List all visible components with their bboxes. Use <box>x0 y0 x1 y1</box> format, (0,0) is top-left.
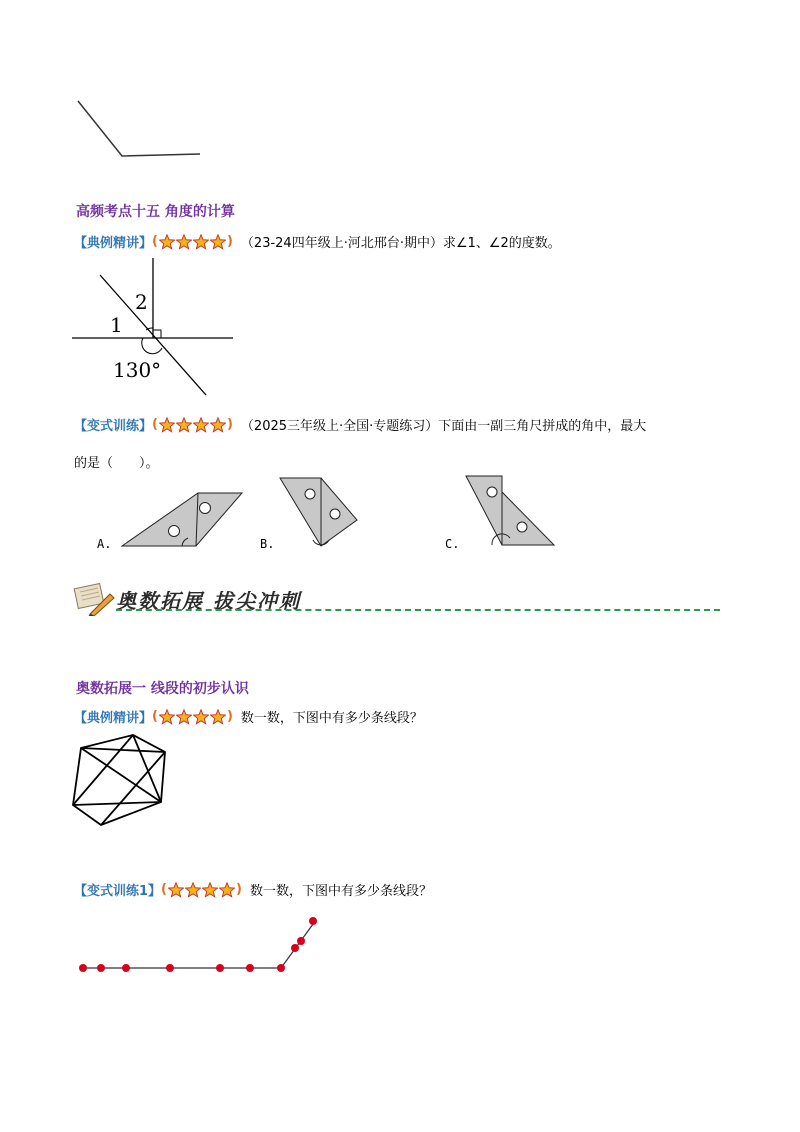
star-icon <box>210 709 226 725</box>
star-icon <box>219 882 235 898</box>
practice-tag: 【变式训练】 <box>74 419 153 434</box>
star-icon <box>193 417 209 433</box>
star-icon <box>193 234 209 250</box>
question-text: （23-24四年级上·河北邢台·期中）求∠1、∠2的度数。 <box>240 236 561 251</box>
star-icon <box>159 709 175 725</box>
section-heading-line-segments: 奥数拓展一 线段的初步认识 <box>76 681 249 697</box>
point-dot <box>297 937 305 945</box>
point-dot <box>246 964 254 972</box>
point-dot <box>79 964 87 972</box>
practice-question-line <box>74 415 646 434</box>
star-icon <box>210 234 226 250</box>
star-icon <box>176 234 192 250</box>
star-icon <box>159 417 175 433</box>
question-text-line2: 的是（ ）。 <box>74 456 159 471</box>
paren-close: ) <box>226 234 233 249</box>
angle-figure-top <box>70 95 210 165</box>
example-question-line <box>74 232 561 251</box>
star-icon <box>168 882 184 898</box>
example-tag: 【典例精讲】 <box>74 236 153 251</box>
point-dot <box>309 917 317 925</box>
paren-open: ( <box>152 709 158 724</box>
difficulty-stars <box>168 882 235 898</box>
paren-open: ( <box>152 234 158 249</box>
question-text: 数一数，下图中有多少条线段？ <box>249 884 432 899</box>
point-dot <box>291 944 299 952</box>
point-dot <box>97 964 105 972</box>
question-text: 数一数，下图中有多少条线段？ <box>240 711 423 726</box>
point-dot <box>277 964 285 972</box>
example-question-line <box>74 707 423 726</box>
angle-label-1: 1 <box>110 313 123 337</box>
paren-close: ) <box>236 882 242 897</box>
option-a-label: A. <box>97 537 112 551</box>
angle-label-2: 2 <box>135 290 148 314</box>
option-b-figure <box>275 474 365 549</box>
practice-tag: 【变式训练1】 <box>74 884 162 899</box>
star-icon <box>185 882 201 898</box>
star-icon <box>176 417 192 433</box>
star-icon <box>176 709 192 725</box>
difficulty-stars <box>159 417 226 433</box>
difficulty-stars <box>159 709 226 725</box>
dotted-segments-figure <box>75 910 325 980</box>
star-icon <box>210 417 226 433</box>
star-icon <box>193 709 209 725</box>
example-tag: 【典例精讲】 <box>74 711 153 726</box>
point-dot <box>122 964 130 972</box>
pen-book-icon <box>70 580 116 616</box>
section-heading-angle-calc: 高频考点十五 角度的计算 <box>76 204 235 220</box>
hexagon-segments-figure <box>68 730 173 830</box>
star-icon <box>159 234 175 250</box>
paren-open: ( <box>152 417 158 432</box>
option-c-figure <box>462 472 562 552</box>
paren-close: ) <box>226 417 233 432</box>
practice-question-line <box>74 880 432 899</box>
angle-calc-figure <box>70 255 240 405</box>
paren-close: ) <box>226 709 233 724</box>
banner-title: 奥数拓展 拔尖冲刺 <box>116 589 301 613</box>
option-b-label: B. <box>260 537 275 551</box>
star-icon <box>202 882 218 898</box>
option-c-label: C. <box>445 537 460 551</box>
difficulty-stars <box>159 234 226 250</box>
paren-open: ( <box>161 882 167 897</box>
banner-divider <box>116 609 720 611</box>
question-text-line1: （2025三年级上·全国·专题练习）下面由一副三角尺拼成的角中，最大 <box>240 419 647 434</box>
option-a-figure <box>112 488 247 550</box>
point-dot <box>216 964 224 972</box>
point-dot <box>166 964 174 972</box>
angle-label-130: 130° <box>113 358 162 382</box>
